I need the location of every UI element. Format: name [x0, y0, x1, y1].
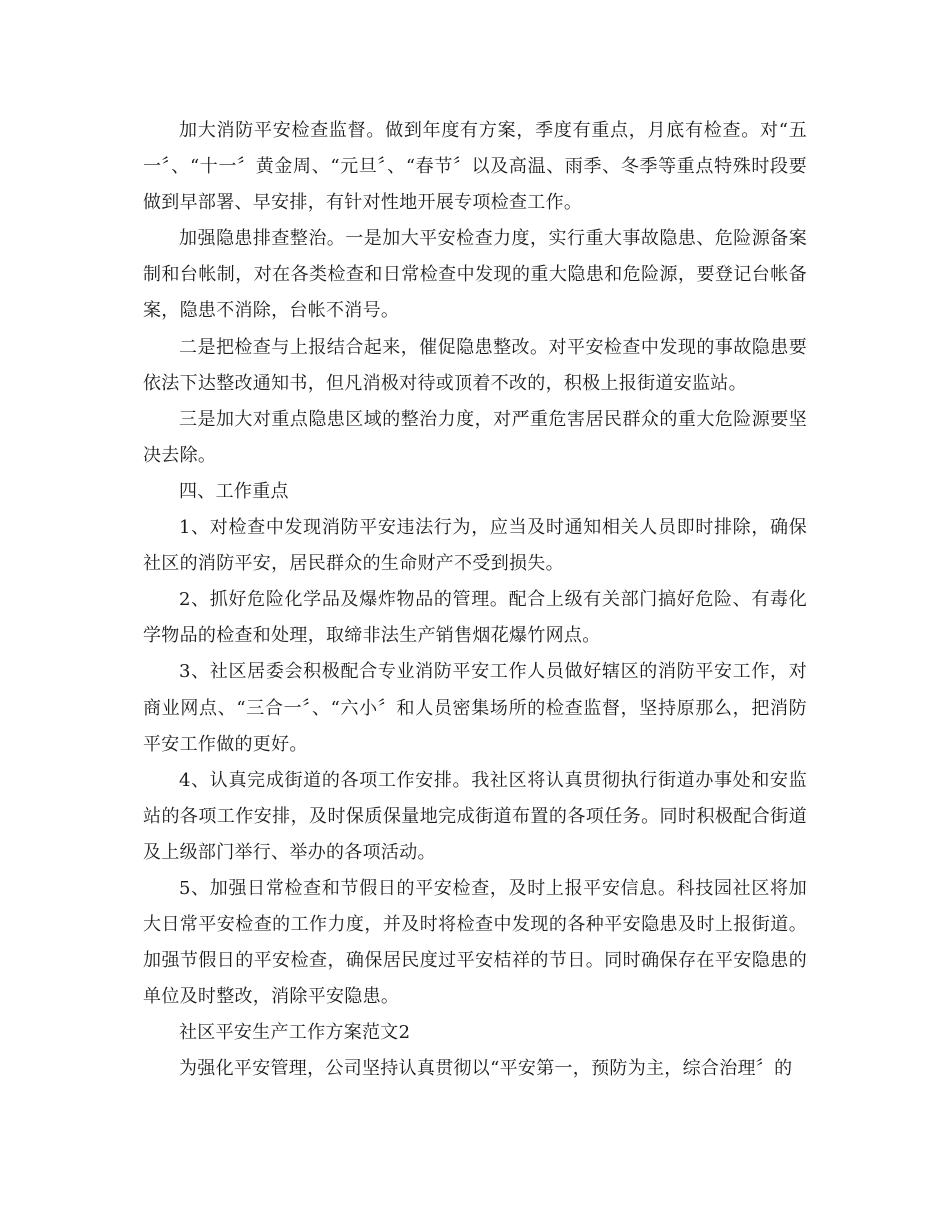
paragraph-hazard-rectification: 加强隐患排查整治。一是加大平安检查力度，实行重大事故隐患、危险源备案制和台帐制，对在各类检查和日常检查中发现的重大隐患和危险源，要登记台帐备案，隐患不消除，台帐不消号。: [143, 228, 807, 322]
section-heading-work-priorities: 四、工作重点: [179, 480, 289, 502]
list-item-5: 5、加强日常检查和节假日的平安检查，及时上报平安信息。科技园社区将加大日常平安检查的工作力度，并及时将检查中发现的各种平安隐患及时上报街道。加强节假日的平安检查，确保居民度过平安桔祥的节日。同时确保存在平安隐患的单位及时整改，消除平安隐患。: [143, 877, 807, 1008]
paragraph-inspection-reporting: 二是把检查与上报结合起来，催促隐患整改。对平安检查中发现的事故隐患要依法下达整改通知书，但凡消极对待或顶着不改的，积极上报街道安监站。: [143, 336, 807, 394]
paragraph-fire-inspection: 加大消防平安检查监督。做到年度有方案，季度有重点，月底有检查。对“五一〞、“十一〞黄金周、“元旦〞、“春节〞以及高温、雨季、冬季等重点特殊时段要做到早部署、早安排，有针对性地开展专项检查工作。: [143, 120, 807, 214]
paragraph-key-hazard-areas: 三是加大对重点隐患区域的整治力度，对严重危害居民群众的重大危险源要坚决去除。: [143, 408, 807, 466]
document-body: [143, 113, 807, 1088]
paragraph-safety-management: 为强化平安管理，公司坚持认真贯彻以“平安第一，预防为主，综合治理〞的: [179, 1058, 793, 1080]
list-item-4: 4、认真完成街道的各项工作安排。我社区将认真贯彻执行街道办事处和安监站的各项工作安排，及时保质保量地完成街道布置的各项任务。同时积极配合街道及上级部门举行、举办的各项活动。: [143, 769, 807, 863]
list-item-2: 2、抓好危险化学品及爆炸物品的管理。配合上级有关部门搞好危险、有毒化学物品的检查和处理，取缔非法生产销售烟花爆竹网点。: [143, 589, 807, 647]
list-item-1: 1、对检查中发现消防平安违法行为，应当及时通知相关人员即时排除，确保社区的消防平安，居民群众的生命财产不受到损失。: [143, 517, 807, 575]
list-item-3: 3、社区居委会积极配合专业消防平安工作人员做好辖区的消防平安工作，对商业网点、“三合一〞、“六小〞和人员密集场所的检查监督，坚持原那么，把消防平安工作做的更好。: [143, 661, 807, 755]
section-title-sample-2: 社区平安生产工作方案范文2: [179, 1022, 411, 1044]
